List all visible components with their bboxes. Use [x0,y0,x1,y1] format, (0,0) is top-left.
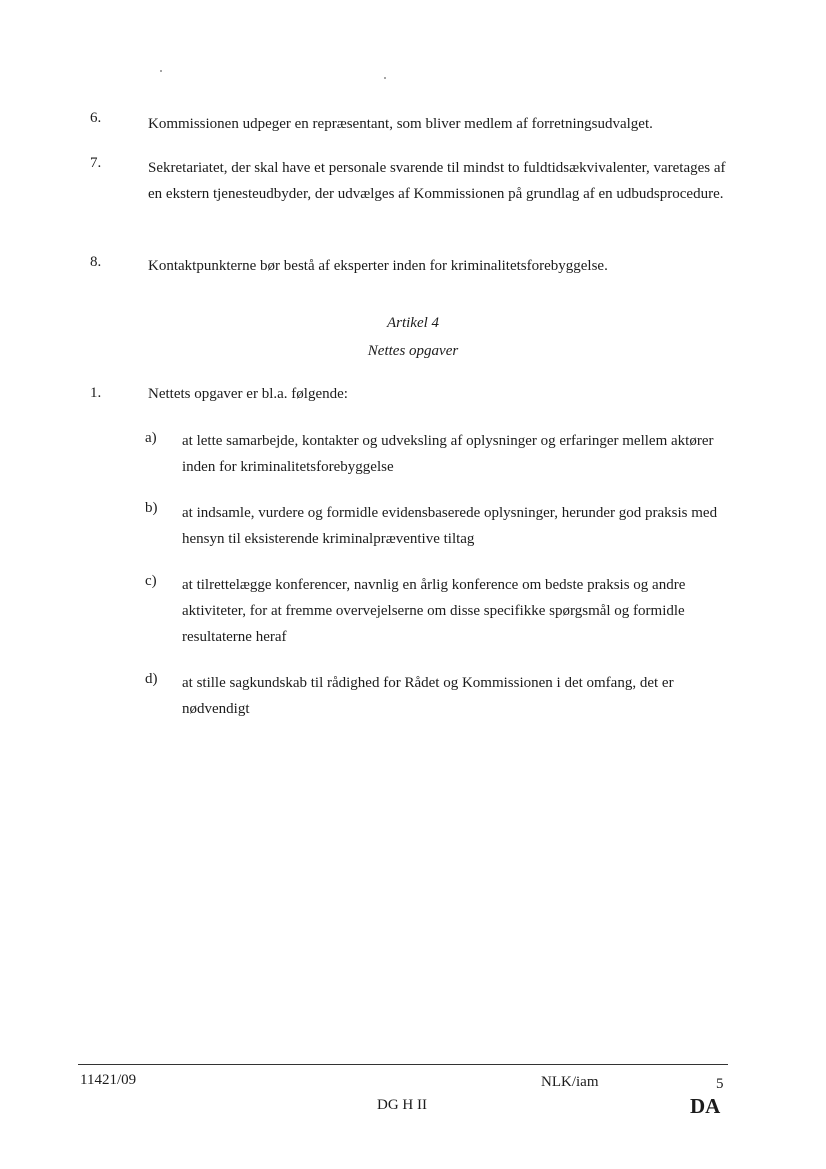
sub-item-letter: c) [145,573,157,589]
item-number: 8. [90,254,102,270]
item-text: Kommissionen udpeger en repræsentant, som bliver medlem af forretningsudvalget. [148,116,653,132]
item-text: Nettets opgaver er bl.a. følgende: [148,386,348,402]
sub-item-text: at lette samarbejde, kontakter og udveksling af oplysninger og erfaringer mellem aktører inden for kriminalitetsforebyggelse [182,433,714,475]
item-number: 7. [90,155,102,171]
sub-item-letter: a) [145,430,157,446]
sub-item-text: at tilrettelægge konferencer, navnlig en årlig konference om bedste praksis og andre aktiviteter, for at fremme overvejelserne om disse specifikke spørgsmål og formidle resultaterne heraf [182,577,686,645]
item-text: Sekretariatet, der skal have et personale svarende til mindst to fuldtidsækvivalenter, varetages af en ekstern tjenesteudbyder, der udvælges af Kommissionen på grundlag af en udbudsprocedure. [148,160,726,202]
item-text: Kontaktpunkterne bør bestå af eksperter inden for kriminalitetsforebyggelse. [148,258,608,274]
footer-doc-number: 11421/09 [80,1072,137,1088]
footer-initials: NLK/iam [541,1074,599,1090]
footer-page-number: 5 [716,1076,724,1092]
scan-speck [384,77,386,79]
footer-directorate: DG H II [377,1097,427,1113]
article-title: Artikel 4 [386,315,440,331]
scan-speck [160,70,162,72]
article-subtitle: Nettes opgaver [367,343,459,359]
sub-item-text: at stille sagkundskab til rådighed for Rådet og Kommissionen i det omfang, det er nødvendigt [182,675,674,717]
item-number: 1. [90,385,102,401]
sub-item-letter: b) [145,500,158,516]
item-number: 6. [90,110,102,126]
sub-item-text: at indsamle, vurdere og formidle evidensbaserede oplysninger, herunder god praksis med hensyn til eksisterende kriminalpræventive tiltag [182,505,718,547]
sub-item-letter: d) [145,671,158,687]
footer-rule [78,1064,728,1065]
footer-language: DA [690,1094,721,1118]
